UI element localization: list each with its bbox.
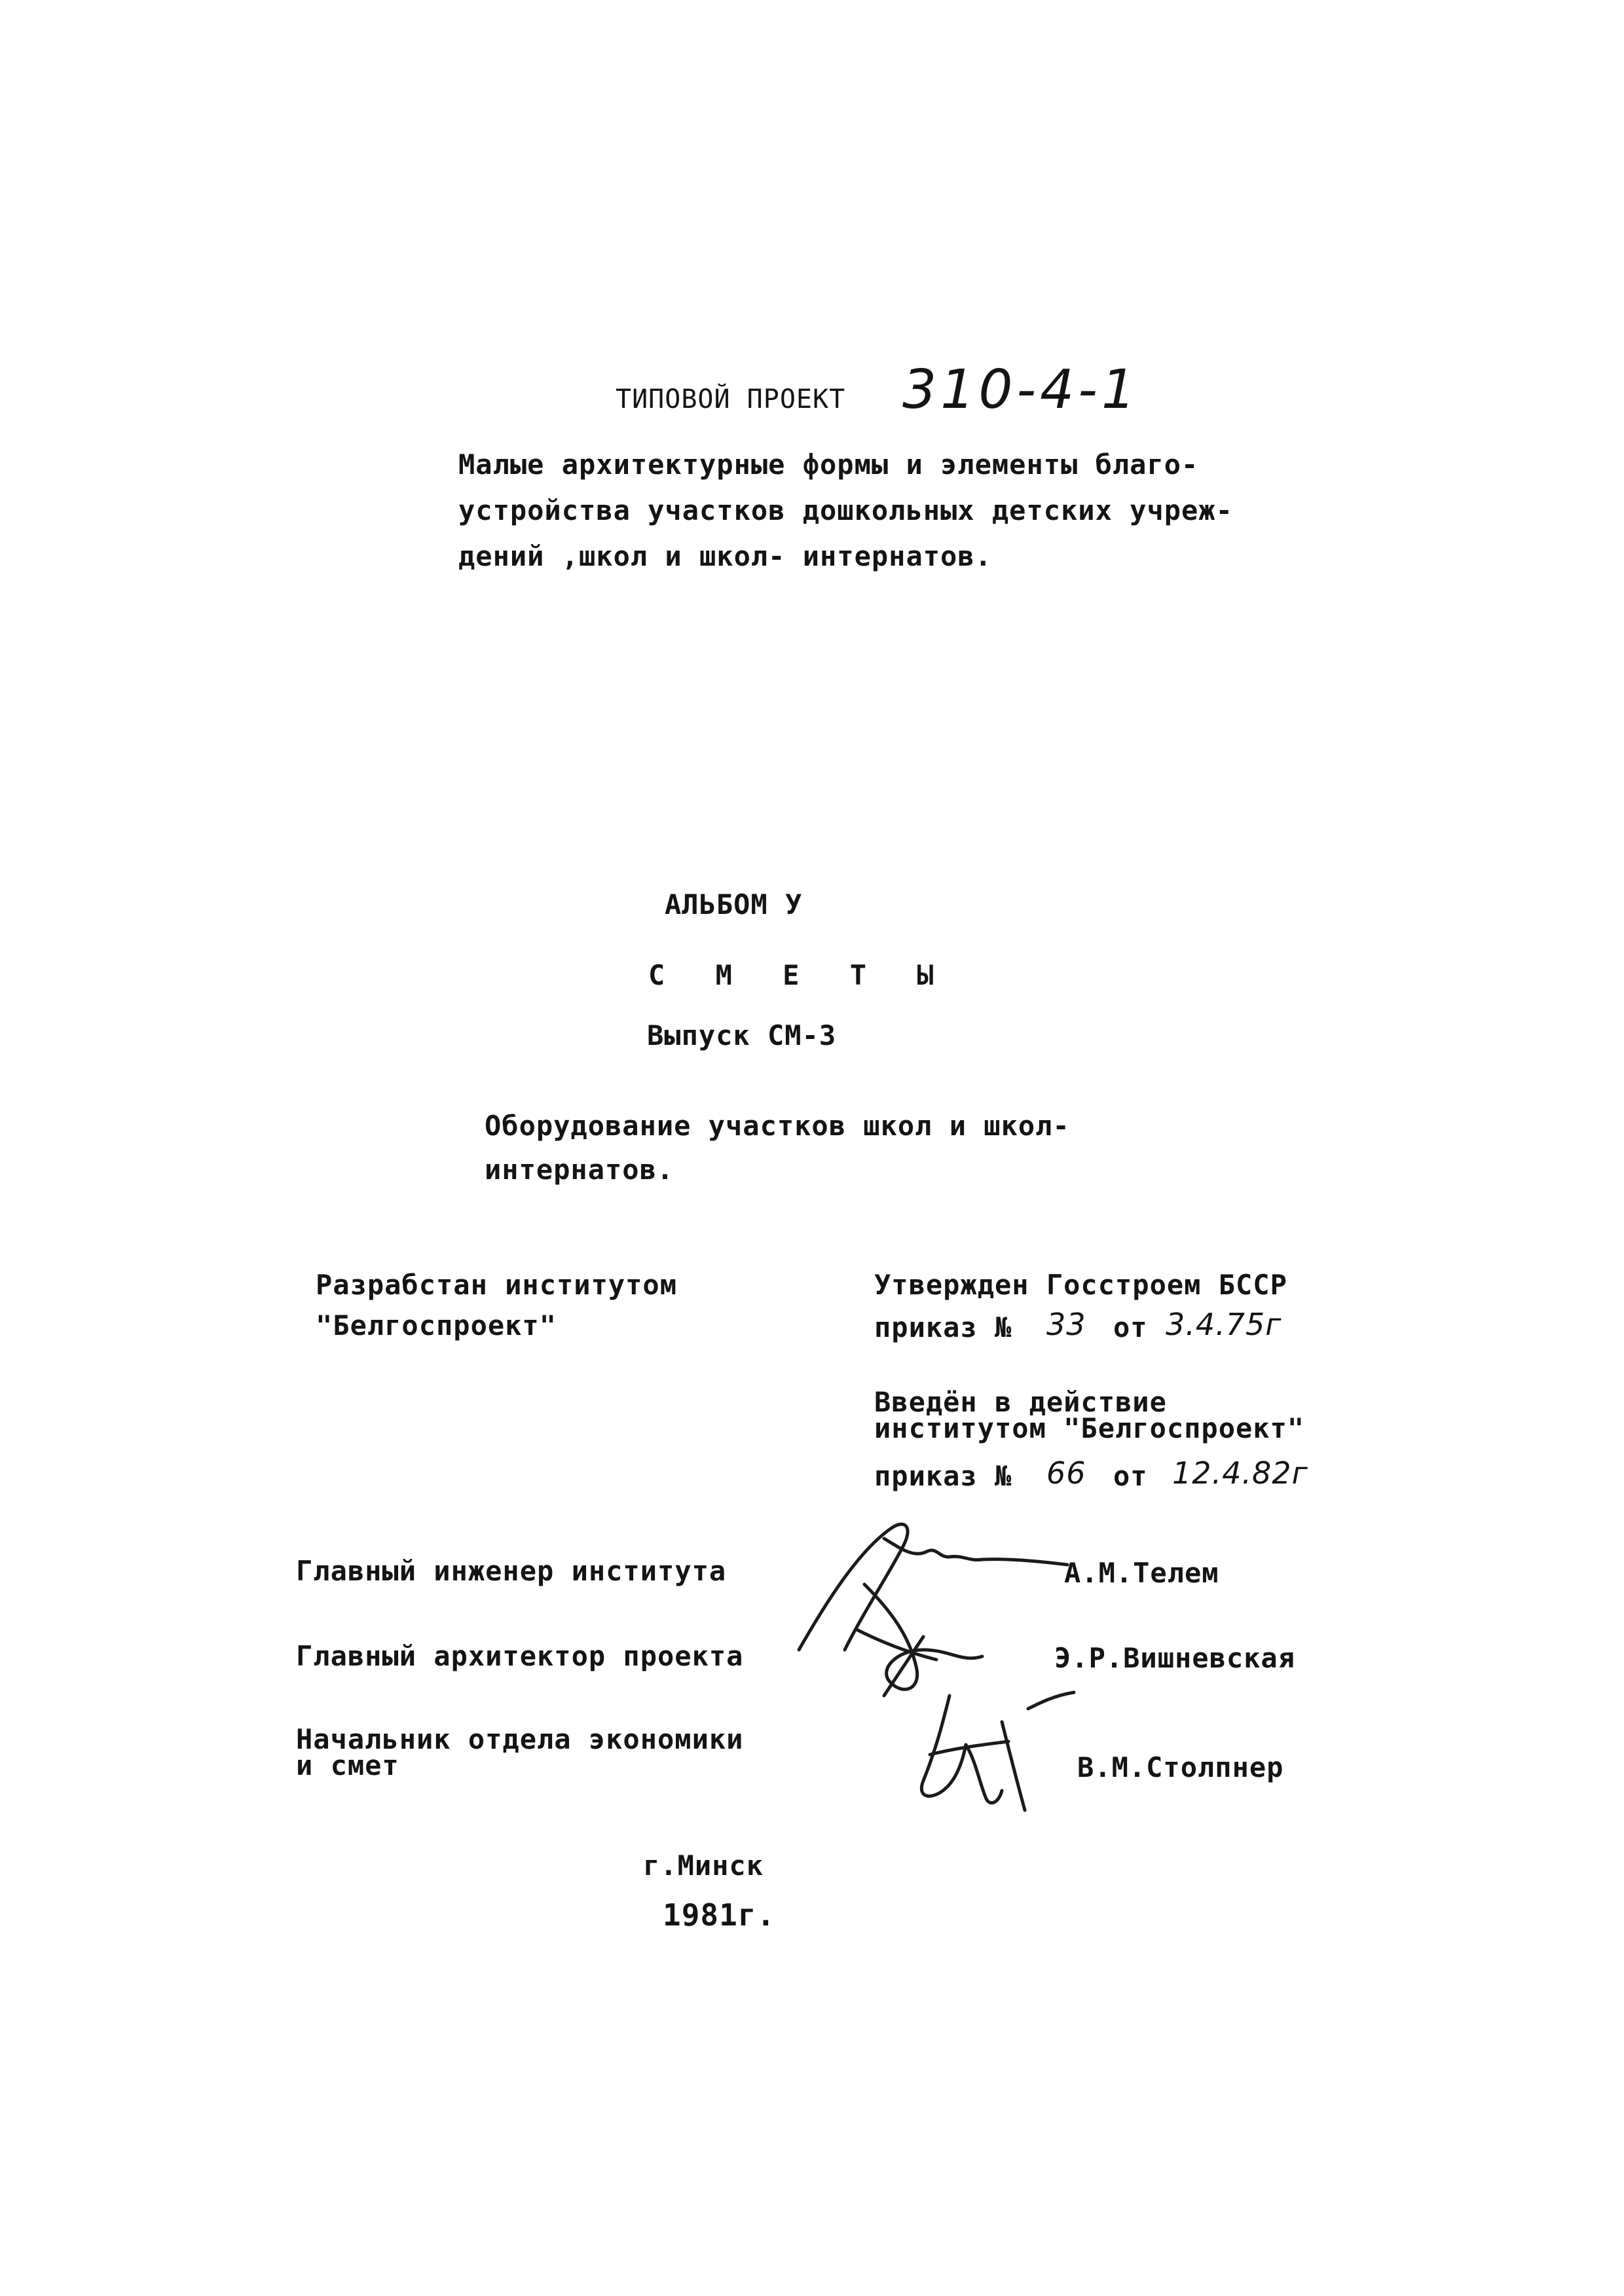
- enactment-order-number: 66: [1046, 1455, 1086, 1491]
- enactment-order-prefix: приказ №: [874, 1460, 1012, 1492]
- approval-date: 3.4.75г: [1166, 1307, 1282, 1342]
- signatory-role-chief-engineer: Главный инженер института: [296, 1555, 727, 1587]
- signatory-role-chief-architect: Главный архитектор проекта: [296, 1640, 744, 1672]
- issue-label: Выпуск СМ-3: [647, 1019, 837, 1051]
- signature-economics-head: [910, 1683, 1100, 1820]
- approval-order-prefix: приказ №: [874, 1311, 1012, 1343]
- signatory-name-economics-head: В.М.Столпнер: [1077, 1751, 1284, 1783]
- approval-order-number: 33: [1046, 1307, 1086, 1342]
- project-title-label: ТИПОВОЙ ПРОЕКТ: [616, 384, 846, 414]
- section-title: С М Е Т Ы: [648, 959, 951, 991]
- album-label: АЛЬБОМ У: [665, 888, 803, 920]
- description-line-3: дений ,школ и школ- интернатов.: [458, 540, 992, 572]
- place: г.Минск: [643, 1850, 764, 1882]
- signatory-name-chief-engineer: А.М.Телем: [1064, 1557, 1219, 1589]
- description-line-1: Малые архитектурные формы и элементы благо-: [458, 448, 1199, 481]
- enactment-line-2: институтом "Белгоспроект": [874, 1412, 1305, 1444]
- developer-line-1: Разрабстан институтом: [316, 1269, 678, 1301]
- year: 1981г.: [663, 1897, 776, 1933]
- project-number: 310-4-1: [902, 359, 1140, 421]
- developer-line-2: "Белгоспроект": [316, 1309, 557, 1341]
- approval-date-prefix: от: [1113, 1311, 1148, 1343]
- signatory-role-economics-head-line-2: и смет: [296, 1749, 399, 1781]
- enactment-date-prefix: от: [1113, 1460, 1148, 1492]
- subject-line-1: Оборудование участков школ и школ-: [485, 1110, 1070, 1142]
- description-line-2: устройства участков дошкольных детских учреж-: [458, 494, 1233, 526]
- approval-line-1: Утвержден Госстроем БССР: [874, 1269, 1287, 1301]
- subject-line-2: интернатов.: [485, 1154, 674, 1186]
- signatory-role-economics-head: Начальник отдела экономики: [296, 1723, 744, 1755]
- enactment-date: 12.4.82г: [1172, 1455, 1308, 1491]
- enactment-line-1: Введён в действие: [874, 1386, 1167, 1418]
- signatory-name-chief-architect: Э.Р.Вишневская: [1054, 1642, 1296, 1674]
